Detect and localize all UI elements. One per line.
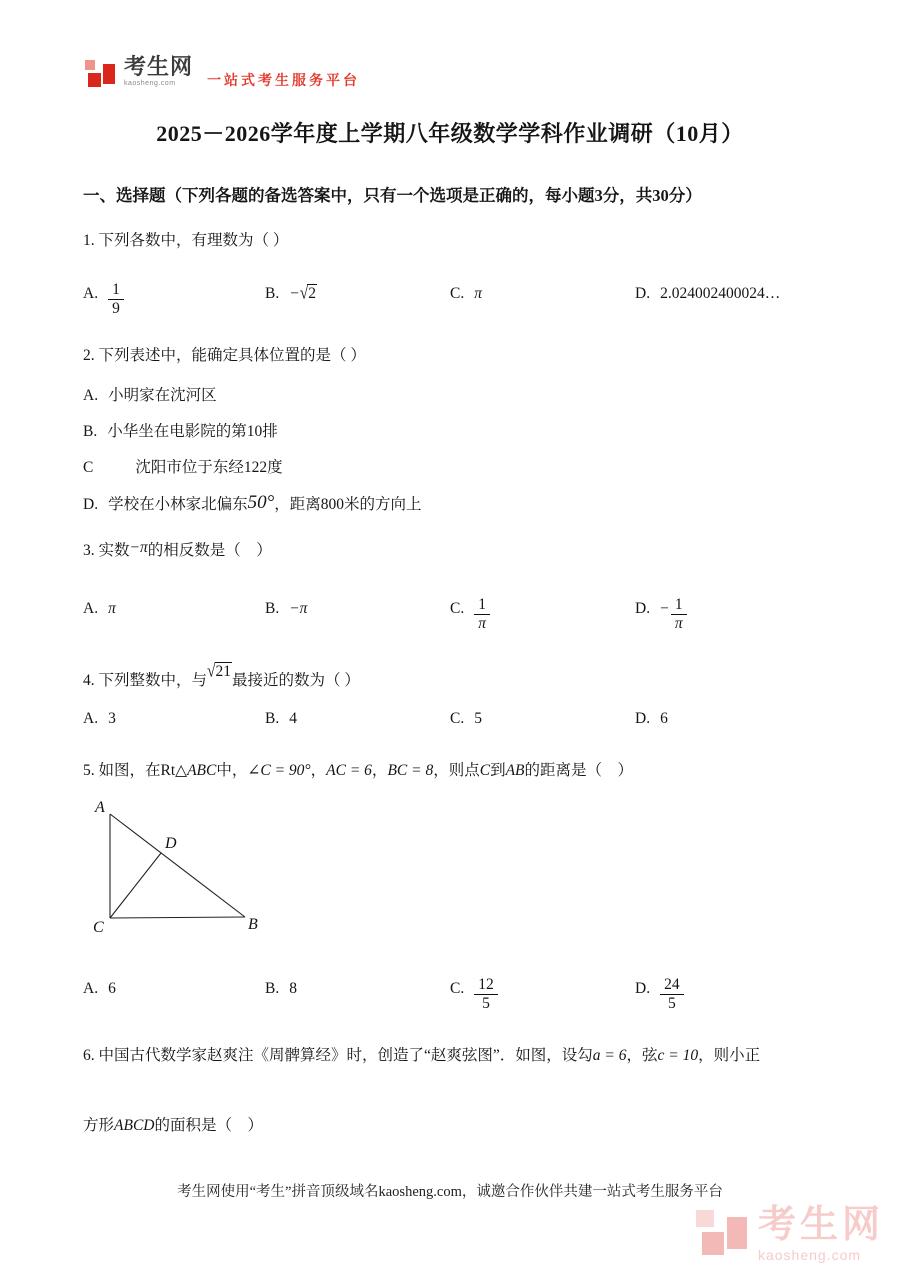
- stem-math: a = 6: [592, 1047, 627, 1064]
- option-value: 4: [289, 710, 297, 727]
- stem-math: C: [479, 762, 491, 779]
- stem-text: 到: [490, 762, 506, 779]
- fraction: [474, 596, 490, 633]
- degree-value: 50°: [247, 492, 275, 513]
- option-label: C.: [450, 710, 465, 727]
- option-value: π: [474, 285, 482, 303]
- question-2-stem: 2. 下列表述中，能确定具体位置的是（ ）: [83, 347, 366, 364]
- option-value: 学校在小林家北偏东: [108, 496, 248, 513]
- section-heading: 一、选择题（下列各题的备选答案中，只有一个选项是正确的，每小题3分，共30分）: [83, 186, 702, 205]
- kaosheng-logo: [85, 56, 360, 94]
- option-a: [83, 281, 265, 318]
- option-c: [450, 710, 635, 728]
- question-6-stem-line1: [83, 1043, 760, 1065]
- option-value: 3: [108, 710, 116, 727]
- logo-tagline: 一站式考生服务平台: [207, 72, 361, 88]
- question-2-option-b: [83, 419, 278, 441]
- option-d: [635, 285, 780, 303]
- stem-text: 中，: [216, 762, 248, 779]
- stem-math: AB: [505, 762, 525, 779]
- vertex-label-a: A: [95, 799, 105, 816]
- option-label: B.: [265, 710, 280, 727]
- option-value: 2.024002400024…: [660, 285, 781, 303]
- fraction: [108, 281, 124, 318]
- fraction: [671, 596, 687, 633]
- question-3-options: [83, 596, 687, 633]
- option-value: ，距离800米的方向上: [274, 496, 422, 513]
- kaosheng-logo-icon: [85, 56, 117, 94]
- option-label: A.: [83, 980, 99, 998]
- option-label: D.: [635, 600, 651, 618]
- stem-math: AC = 6: [326, 762, 372, 779]
- stem-text: 4. 下列整数中，与: [83, 672, 208, 689]
- option-label: A.: [83, 600, 99, 618]
- watermark-domain: kaosheng.com: [757, 1247, 862, 1263]
- logo-name-wrap: [124, 56, 193, 87]
- option-value: 6: [660, 710, 668, 727]
- watermark-text: [758, 1206, 884, 1262]
- fraction: [660, 976, 684, 1013]
- stem-text: ，弦: [626, 1047, 658, 1064]
- kaosheng-watermark-icon: [696, 1206, 748, 1266]
- stem-text: 的相反数是（ ）: [147, 542, 272, 559]
- radical-sign: √: [299, 283, 309, 304]
- stem-math: ABCD: [114, 1117, 155, 1134]
- logo-block: [103, 64, 115, 84]
- stem-math: −π: [129, 539, 148, 556]
- square-root: [300, 285, 317, 302]
- option-d: [635, 596, 687, 633]
- stem-math: ∠C = 90°: [247, 762, 311, 779]
- option-value: 小华坐在电影院的第10排: [107, 423, 278, 440]
- logo-block: [702, 1232, 724, 1255]
- question-2-option-c: [83, 455, 283, 477]
- question-6-stem-line2: [83, 1113, 263, 1135]
- option-d: [635, 710, 668, 728]
- stem-text: 的距离是（ ）: [524, 762, 634, 779]
- footer-text: 考生网使用“考生”拼音顶级域名kaosheng.com，诚邀合作伙伴共建一站式考生服务平台: [177, 1184, 723, 1200]
- question-4-stem: [83, 661, 360, 690]
- option-value: 沈阳市位于东经122度: [135, 459, 283, 476]
- logo-block: [88, 73, 101, 87]
- option-label: A.: [83, 285, 99, 303]
- option-label: D.: [635, 285, 651, 303]
- option-label: B.: [265, 980, 280, 998]
- option-a: [83, 600, 265, 618]
- fraction-denominator: π: [478, 614, 486, 632]
- stem-text: 5. 如图，在: [83, 762, 161, 779]
- stem-math: Rt△: [160, 762, 188, 779]
- fraction-denominator: 5: [482, 994, 490, 1012]
- radicand: 21: [215, 663, 232, 680]
- option-label: D.: [83, 496, 99, 513]
- fraction: [474, 976, 498, 1013]
- option-a: [83, 980, 265, 998]
- option-a: [83, 710, 265, 728]
- option-label: C.: [450, 980, 465, 998]
- option-b: [265, 710, 450, 728]
- fraction-denominator: π: [674, 614, 683, 632]
- option-label: C.: [450, 285, 465, 303]
- option-label: B.: [265, 285, 280, 303]
- option-label: B.: [265, 600, 280, 618]
- stem-text: ，: [310, 762, 327, 779]
- question-3-stem: [83, 538, 272, 560]
- option-value: 8: [289, 980, 297, 998]
- minus-sign: −: [289, 285, 300, 303]
- option-b: [265, 600, 450, 618]
- option-d: [635, 976, 684, 1013]
- option-c: [450, 596, 635, 633]
- stem-text: 3. 实数: [83, 542, 130, 559]
- option-value: π: [108, 600, 116, 618]
- fraction-numerator: 1: [671, 596, 687, 615]
- vertex-label-b: B: [248, 916, 258, 933]
- fraction-numerator: 24: [660, 976, 684, 995]
- option-label: A.: [83, 710, 99, 727]
- stem-math: BC = 8: [387, 762, 434, 779]
- option-value: −π: [289, 600, 308, 618]
- option-c: [450, 285, 635, 303]
- option-b: [265, 980, 450, 998]
- stem-text: 的面积是（ ）: [154, 1117, 263, 1134]
- question-1-options: [83, 281, 780, 318]
- option-b: [265, 285, 450, 303]
- question-1-stem: 1. 下列各数中，有理数为（ ）: [83, 232, 289, 249]
- fraction-numerator: 12: [474, 976, 498, 995]
- option-value: 5: [474, 710, 482, 727]
- stem-math: ABC: [187, 762, 217, 779]
- option-c: [450, 976, 635, 1013]
- stem-text: 6. 中国古代数学家赵爽注《周髀算经》时，创造了“赵爽弦图”．如图，设勾: [83, 1047, 593, 1064]
- option-label: C: [83, 459, 94, 476]
- fraction-numerator: 1: [108, 281, 124, 300]
- point-label-d: D: [165, 835, 177, 852]
- option-label: C.: [450, 600, 465, 618]
- option-label: A.: [83, 387, 99, 404]
- logo-domain: kaosheng.com: [124, 80, 176, 87]
- vertex-label-c: C: [93, 919, 104, 936]
- question-5-options: [83, 976, 684, 1013]
- logo-block: [727, 1217, 747, 1249]
- radical-sign: √: [207, 661, 216, 682]
- fraction-denominator: 9: [112, 299, 120, 317]
- option-label: D.: [635, 710, 651, 727]
- logo-block: [696, 1210, 714, 1227]
- option-value: 小明家在沈河区: [108, 387, 217, 404]
- stem-text: 最接近的数为（ ）: [232, 672, 360, 689]
- stem-text: ，则点: [433, 762, 480, 779]
- logo-name: 考生网: [124, 54, 194, 79]
- radicand: 2: [308, 285, 316, 303]
- stem-text: 方形: [83, 1117, 115, 1134]
- fraction-numerator: 1: [474, 596, 490, 615]
- question-5-stem: [83, 758, 633, 780]
- option-label: B.: [83, 423, 98, 440]
- question-2-option-d: [83, 492, 421, 515]
- page-title: 2025－2026学年度上学期八年级数学学科作业调研（10月）: [156, 121, 744, 146]
- kaosheng-watermark: [696, 1206, 884, 1266]
- question-4-options: [83, 710, 668, 728]
- watermark-name: 考生网: [757, 1204, 884, 1246]
- fraction-denominator: 5: [667, 994, 676, 1012]
- square-root: [207, 663, 232, 681]
- minus-sign: −: [660, 600, 669, 618]
- option-label: D.: [635, 980, 651, 998]
- stem-text: ，: [371, 762, 388, 779]
- option-value: 6: [108, 980, 116, 998]
- logo-block: [85, 60, 95, 70]
- triangle-figure: [85, 796, 285, 946]
- question-2-option-a: [83, 383, 217, 405]
- stem-math: c = 10: [657, 1047, 699, 1064]
- stem-text: ，则小正: [698, 1047, 761, 1064]
